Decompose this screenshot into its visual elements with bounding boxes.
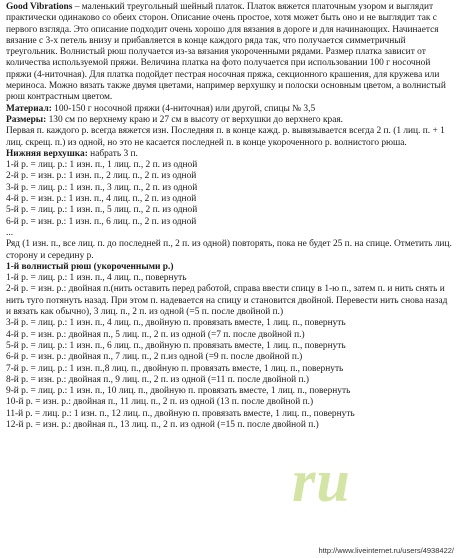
ruffle-row: 2-й р. = изн. р.: двойная п.(нить оставить перед работой, справа ввести спицу в 1-ю п., затем п. и нить снять и нить туго потянуть назад. При этом п. надевается на спицу и становится двойной. Перевести нить снова назад и вязать как обычно), 3 лиц. п., 2 п. из одной (=5 п. после двойной п.) xyxy=(6,284,448,318)
tip-heading xyxy=(6,149,454,160)
ruffle-row: 6-й р. = изн. р.: двойная п., 7 лиц. п., 2 п.из одной (=9 п. после двойной п.) xyxy=(6,352,303,363)
tip-row: 2-й р. = изн. р.: 1 изн. п., 2 лиц. п., 2 п. из одной xyxy=(6,171,197,182)
ruffle-heading: 1-й волнистый рюш (укороченными р.) xyxy=(6,261,174,272)
ruffle-row: 4-й р. = изн. р.: двойная п., 5 лиц. п., 2 п. из одной (=7 п. после двойной п.) xyxy=(6,329,305,340)
tip-rows xyxy=(6,160,454,239)
materials-line xyxy=(6,104,454,115)
ruffle-rows xyxy=(6,273,454,431)
ruffle-row: 7-й р. = лиц. р.: 1 изн. п.,8 лиц. п., двойную п. провязать вместе, 1 лиц. п., повернуть xyxy=(6,363,344,374)
tip-label: Нижняя верхушка: xyxy=(6,148,88,159)
ruffle-row: 9-й р. = лиц. р.: 1 изн. п., 10 лиц. п., двойную п. провязать вместе, 1 лиц. п., повернуть xyxy=(6,386,351,397)
ruffle-row: 10-й р. = изн. р.: двойная п., 11 лиц. п., 2 п. из одной (13 п. после двойной п.) xyxy=(6,397,314,408)
ruffle-row: 8-й р. = изн. р.: двойная п., 9 лиц. п., 2 п. из одной (=11 п. после двойной п.) xyxy=(6,374,309,385)
ruffle-row: 1-й р. = лиц. р.: 1 изн. п., 4 лиц. п., повернуть xyxy=(6,273,187,284)
tip-text: набрать 3 п. xyxy=(87,148,138,159)
ruffle-row: 3-й р. = лиц. р.: 1 изн. п., 4 лиц. п., двойную п. провязать вместе, 1 лиц. п., повернуть xyxy=(6,318,346,329)
sizes-label: Размеры: xyxy=(6,114,47,125)
sizes-text: 130 см по верхнему краю и 27 см в высоту от верхушки до верхнего края. xyxy=(46,114,344,125)
tip-row: 6-й р. = изн. р.: 1 изн. п., 6 лиц. п., 2 п. из одной xyxy=(6,216,197,227)
tip-row: 3-й р. = лиц. р.: 1 изн. п., 3 лиц. п., 2 п. из одной xyxy=(6,182,198,193)
materials-text: 100-150 г носочной пряжи (4-ниточная) или другой, спицы № 3,5 xyxy=(51,103,316,114)
intro-text: – маленький треугольный шейный платок. Платок вяжется платочным узором и выглядит практически одинаково со обеих сторон. Описание очень простое, хотя может быть оно и не выглядит так с первого взгляда. Это описание подходит очень хорошо для вязания в дороге и для начинающих. Начинается вязание с 3-х петель внизу и прибавляется в конце каждого ряда так, что получается симметричный треугольник. Волнистый рюш получается из-за вязания укороченными рядами. Размер платка зависит от количества используемой пряжи. Величина платка на фото получается при использовании 100 г носочной пряжи (4-ниточная). Для платка подойдет пестрая носочная пряжа, секционного крашения, для кружева или мериноса. Можно вязать также двумя цветами, например верхушку и полоски основным цветом, а волнистый рюш контрастным цветом. xyxy=(6,2,446,103)
intro-paragraph xyxy=(6,2,454,104)
materials-label: Материал: xyxy=(6,103,52,114)
watermark-logo: ru xyxy=(292,448,351,514)
ruffle-row: 5-й р. = лиц. р.: 1 изн. п., 6 лиц. п., двойную п. провязать вместе, 1 лиц. п., повернуть xyxy=(6,340,346,351)
sizes-line xyxy=(6,115,454,126)
source-url[interactable]: http://www.liveinternet.ru/users/4938422/ xyxy=(318,545,454,555)
pattern-title: Good Vibrations xyxy=(6,2,73,12)
tip-row: 4-й р. = изн. р.: 1 изн. п., 4 лиц. п., 2 п. из одной xyxy=(6,194,197,205)
repeat-note: Ряд (1 изн. п., все лиц. п. до последней п., 2 п. из одной) повторять, пока не будет 25 п. на спице. Отметить лиц. сторону и середину р. xyxy=(6,239,452,261)
ruffle-row: 11-й р. = лиц. р.: 1 изн. п., 12 лиц. п., двойную п. провязать вместе, 1 лиц. п., повернуть xyxy=(6,408,355,419)
tip-row: 5-й р. = лиц. р.: 1 изн. п., 5 лиц. п., 2 п. из одной xyxy=(6,205,198,216)
tip-row: ... xyxy=(6,227,14,238)
ruffle-row: 12-й р. = изн. р.: двойная п., 13 лиц. п., 2 п. из одной (=15 п. после двойной п.) xyxy=(6,419,319,430)
tip-row: 1-й р. = лиц. р.: 1 изн. п., 1 лиц. п., 2 п. из одной xyxy=(6,160,198,171)
edge-note: Первая п. каждого р. всегда вяжется изн. Последняя п. в конце кажд. р. вывязывается всегда 2 п. (1 лиц. п. + 1 лиц. скрещ. п.) из одной, но это не касается последней п. в конце укороченного р. волнистого рюша. xyxy=(6,126,445,148)
